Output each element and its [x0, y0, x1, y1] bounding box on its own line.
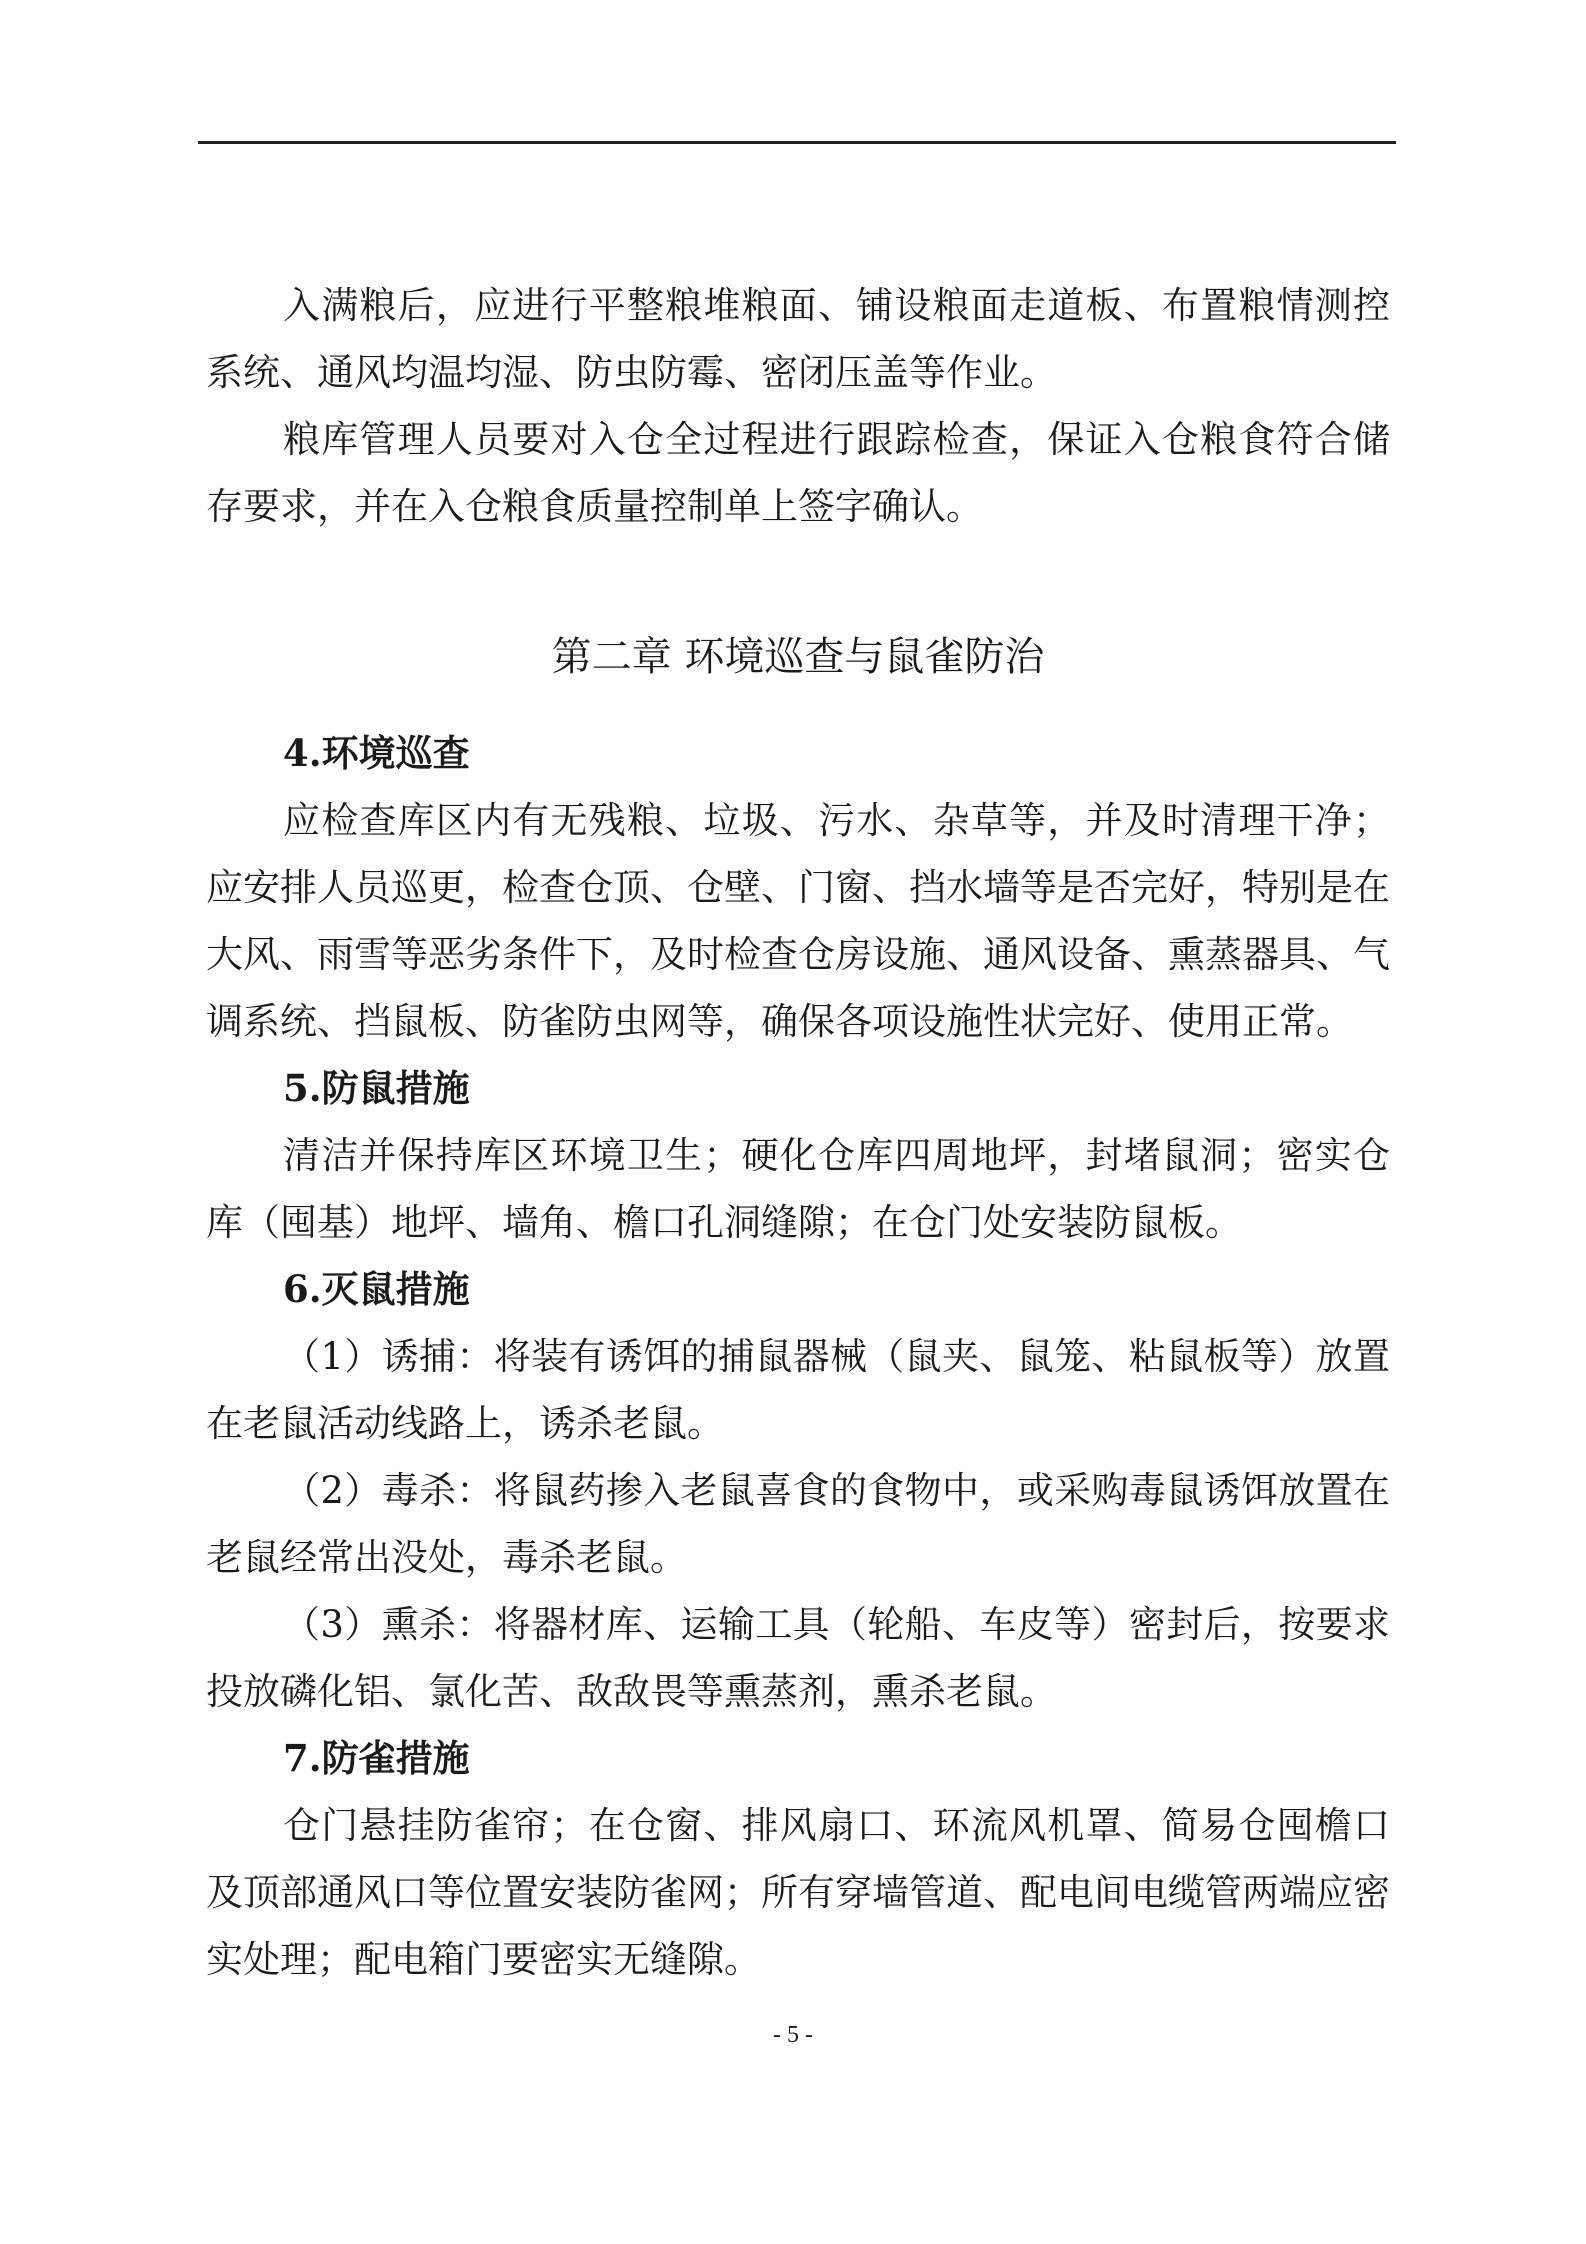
- header-rule: [198, 141, 1396, 144]
- section-heading: 6.灭鼠措施: [283, 1267, 470, 1311]
- chapter-title: 第二章 环境巡查与鼠雀防治: [551, 634, 1045, 680]
- document-body: [206, 272, 1390, 1993]
- section-heading: 5.防鼠措施: [283, 1066, 470, 1110]
- section-heading: 4.环境巡查: [283, 731, 470, 775]
- paragraph: 应检查库区内有无残粮、垃圾、污水、杂草等，并及时清理干净；应安排人员巡更，检查仓顶、仓壁、门窗、挡水墙等是否完好，特别是在大风、雨雪等恶劣条件下，及时检查仓房设施、通风设备、熏蒸器具、气调系统、挡鼠板、防雀防虫网等，确保各项设施性状完好、使用正常。: [206, 799, 1390, 1043]
- paragraph: 粮库管理人员要对入仓全过程进行跟踪检查，保证入仓粮食符合储存要求，并在入仓粮食质量控制单上签字确认。: [206, 418, 1390, 528]
- list-item: （1）诱捕：将装有诱饵的捕鼠器械（鼠夹、鼠笼、粘鼠板等）放置在老鼠活动线路上，诱杀老鼠。: [206, 1335, 1390, 1445]
- list-item: （3）熏杀：将器材库、运输工具（轮船、车皮等）密封后，按要求投放磷化铝、氯化苦、敌敌畏等熏蒸剂，熏杀老鼠。: [206, 1603, 1390, 1713]
- section-heading: 7.防雀措施: [283, 1736, 470, 1780]
- paragraph: 入满粮后，应进行平整粮堆粮面、铺设粮面走道板、布置粮情测控系统、通风均温均湿、防虫防霉、密闭压盖等作业。: [206, 284, 1390, 394]
- paragraph: 仓门悬挂防雀帘；在仓窗、排风扇口、环流风机罩、简易仓囤檐口及顶部通风口等位置安装防雀网；所有穿墙管道、配电间电缆管两端应密实处理；配电箱门要密实无缝隙。: [206, 1804, 1390, 1981]
- list-item: （2）毒杀：将鼠药掺入老鼠喜食的食物中，或采购毒鼠诱饵放置在老鼠经常出没处，毒杀老鼠。: [206, 1469, 1390, 1579]
- page-number: - 5 -: [773, 2022, 813, 2048]
- paragraph: 清洁并保持库区环境卫生；硬化仓库四周地坪，封堵鼠洞；密实仓库（囤基）地坪、墙角、檐口孔洞缝隙；在仓门处安装防鼠板。: [206, 1134, 1390, 1244]
